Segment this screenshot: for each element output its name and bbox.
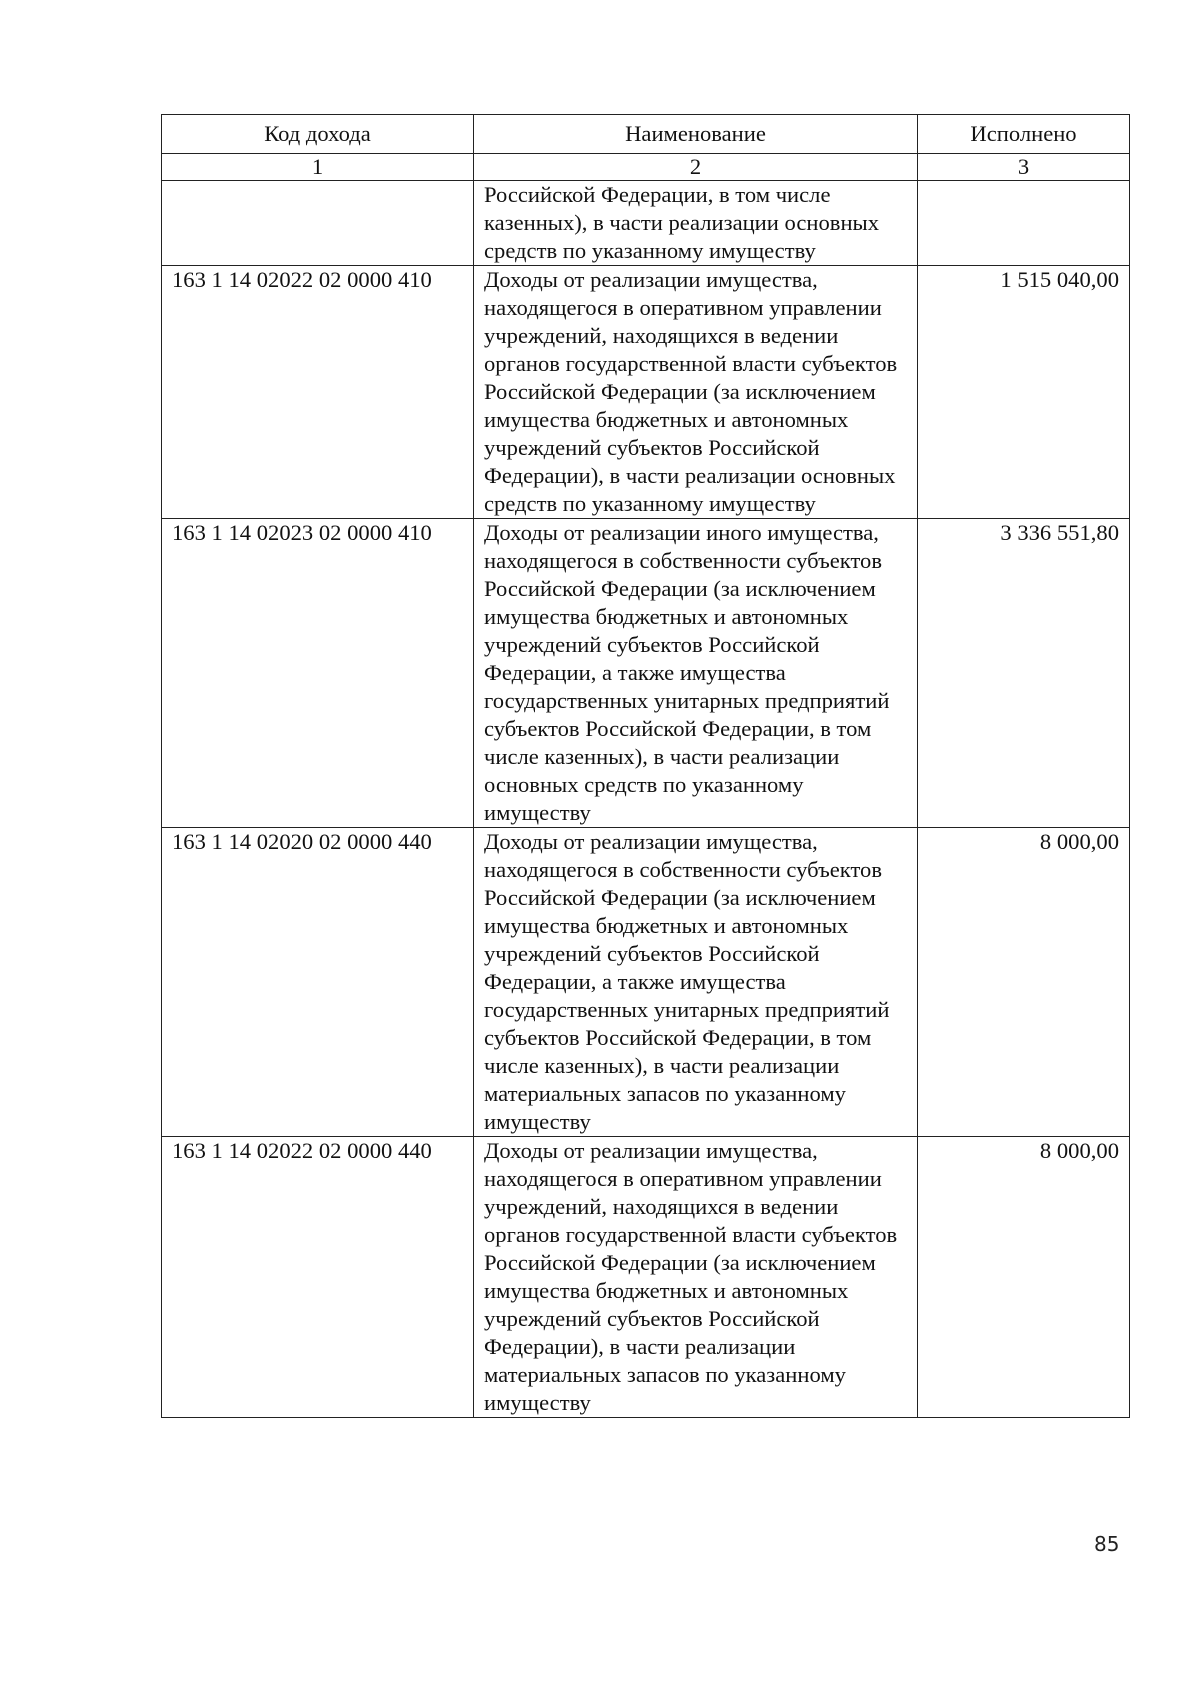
- header-name: Наименование: [474, 115, 918, 154]
- revenue-name-cell: Доходы от реализации имущества, находящегося в оперативном управлении учреждений, находящихся в ведении органов государственной власти субъектов Российской Федерации (за исключением имущества бюджетных и автономных учреждений субъектов Российской Федерации), в части реализации материальных запасов по указанному имуществу: [474, 1137, 918, 1418]
- page-number: 85: [1094, 1532, 1120, 1556]
- table-row: [162, 181, 1130, 266]
- revenue-code-cell: 163 1 14 02022 02 0000 440: [162, 1137, 474, 1418]
- table-row: [162, 266, 1130, 519]
- revenue-code-cell: 163 1 14 02020 02 0000 440: [162, 828, 474, 1137]
- header-code: Код дохода: [162, 115, 474, 154]
- column-number-3: 3: [918, 154, 1130, 181]
- table-row: [162, 519, 1130, 828]
- executed-amount-cell: 3 336 551,80: [918, 519, 1130, 828]
- column-number-1: 1: [162, 154, 474, 181]
- header-executed: Исполнено: [918, 115, 1130, 154]
- column-number-row: [162, 154, 1130, 181]
- revenue-name-cell: Доходы от реализации имущества, находящегося в собственности субъектов Российской Федерации (за исключением имущества бюджетных и автономных учреждений субъектов Российской Федерации, а также имущества государственных унитарных предприятий субъектов Российской Федерации, в том числе казенных), в части реализации материальных запасов по указанному имуществу: [474, 828, 918, 1137]
- revenue-code-cell: 163 1 14 02022 02 0000 410: [162, 266, 474, 519]
- column-number-2: 2: [474, 154, 918, 181]
- header-row: [162, 115, 1130, 154]
- table-row: [162, 828, 1130, 1137]
- revenue-code-cell: [162, 181, 474, 266]
- executed-amount-cell: 1 515 040,00: [918, 266, 1130, 519]
- revenue-name-cell: Доходы от реализации иного имущества, находящегося в собственности субъектов Российской Федерации (за исключением имущества бюджетных и автономных учреждений субъектов Российской Федерации, а также имущества государственных унитарных предприятий субъектов Российской Федерации, в том числе казенных), в части реализации основных средств по указанному имуществу: [474, 519, 918, 828]
- revenue-name-cell: Доходы от реализации имущества, находящегося в оперативном управлении учреждений, находящихся в ведении органов государственной власти субъектов Российской Федерации (за исключением имущества бюджетных и автономных учреждений субъектов Российской Федерации), в части реализации основных средств по указанному имуществу: [474, 266, 918, 519]
- executed-amount-cell: [918, 181, 1130, 266]
- revenue-code-cell: 163 1 14 02023 02 0000 410: [162, 519, 474, 828]
- table-row: [162, 1137, 1130, 1418]
- revenue-name-cell: Российской Федерации, в том числе казенных), в части реализации основных средств по указанному имуществу: [474, 181, 918, 266]
- executed-amount-cell: 8 000,00: [918, 828, 1130, 1137]
- revenue-table: [161, 114, 1130, 1418]
- executed-amount-cell: 8 000,00: [918, 1137, 1130, 1418]
